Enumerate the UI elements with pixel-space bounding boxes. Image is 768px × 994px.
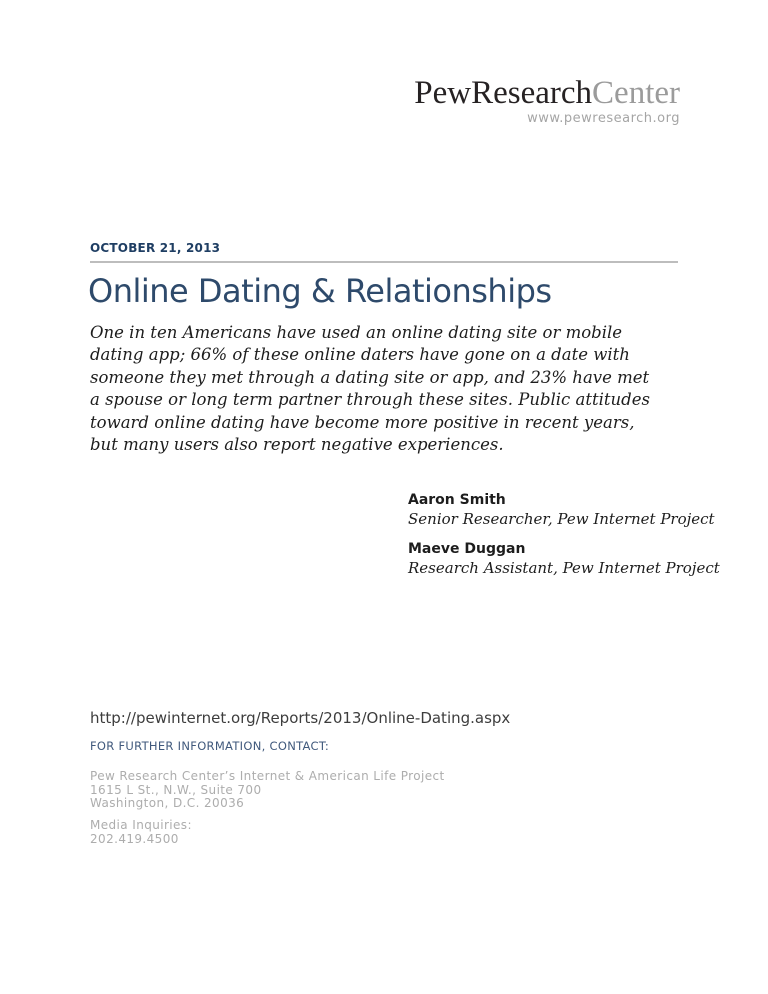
contact-label: FOR FURTHER INFORMATION, CONTACT: xyxy=(90,739,330,753)
authors-block xyxy=(408,491,720,589)
pew-logo-block xyxy=(414,76,680,126)
report-summary: One in ten Americans have used an online dating site or mobile dating app; 66% of these online daters have gone on a date with someone they met through a dating site or app, and 23% have met a spouse or long term partner through these sites. Public attitudes toward online dating have become more positive in recent years, but many users also report negative experiences. xyxy=(90,323,650,455)
address-street: 1615 L St., N.W., Suite 700 xyxy=(90,782,262,797)
report-title: Online Dating & Relationships xyxy=(88,272,552,310)
media-inquiries-phone: 202.419.4500 xyxy=(90,831,179,846)
media-inquiries-block xyxy=(90,819,192,846)
media-inquiries-label: Media Inquiries: xyxy=(90,818,192,832)
author-title: Research Assistant, Pew Internet Project xyxy=(408,559,720,577)
report-date: OCTOBER 21, 2013 xyxy=(90,241,678,263)
logo-text-gray: Center xyxy=(592,75,680,111)
address-city: Washington, D.C. 20036 xyxy=(90,796,245,810)
author-entry xyxy=(408,491,720,529)
author-name: Aaron Smith xyxy=(408,492,506,508)
address-block xyxy=(90,770,445,811)
author-title: Senior Researcher, Pew Internet Project xyxy=(408,510,715,528)
report-permalink: http://pewinternet.org/Reports/2013/Online-Dating.aspx xyxy=(90,709,511,727)
address-org: Pew Research Center’s Internet & American Life Project xyxy=(90,769,445,783)
author-name: Maeve Duggan xyxy=(408,541,526,557)
pew-research-center-logo xyxy=(414,76,680,110)
website-url: www.pewresearch.org xyxy=(527,111,680,126)
author-entry xyxy=(408,540,720,578)
logo-text-dark: PewResearch xyxy=(414,75,593,111)
